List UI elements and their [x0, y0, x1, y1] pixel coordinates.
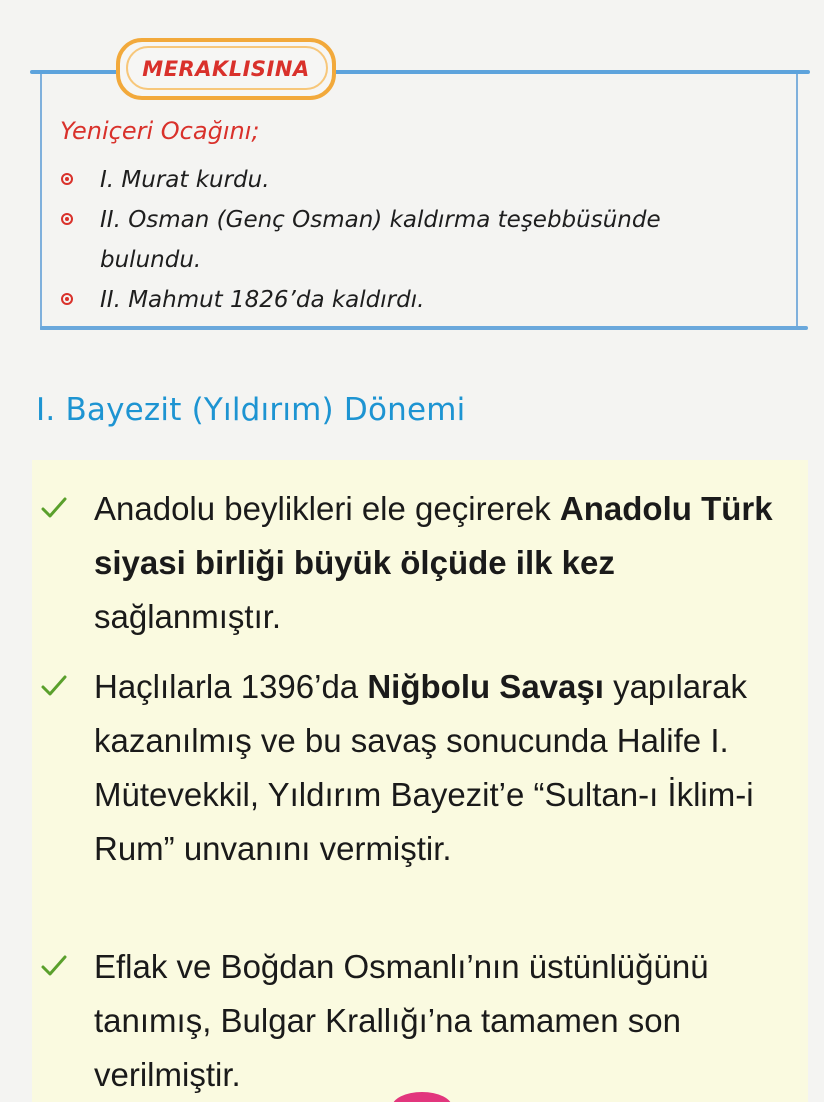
checkmark-icon	[38, 670, 70, 702]
check-item-text-bold: Niğbolu Savaşı	[367, 668, 604, 705]
check-item-text	[94, 660, 794, 876]
meraklisina-item	[60, 160, 760, 200]
circle-bullet-icon	[61, 213, 73, 225]
circle-bullet-icon	[61, 173, 73, 185]
meraklisina-badge-label: MERAKLISINA	[142, 57, 310, 81]
meraklisina-item-text: II. Mahmut 1826’da kaldırdı.	[100, 287, 425, 313]
check-item-text	[94, 940, 794, 1102]
meraklisina-item	[60, 200, 760, 280]
checkmark-icon	[38, 950, 70, 982]
check-item-text-run: Haçlılarla 1396’da	[94, 668, 368, 705]
check-item-text	[94, 482, 794, 644]
meraklisina-item	[60, 280, 760, 320]
meraklisina-badge	[116, 38, 336, 100]
info-panel	[32, 460, 808, 1102]
meraklisina-item-text: II. Osman (Genç Osman) kaldırma teşebbüsünde bulundu.	[100, 207, 661, 273]
check-item-text-run: Anadolu beylikleri ele geçirerek	[94, 490, 560, 527]
meraklisina-heading: Yeniçeri Ocağını;	[60, 117, 260, 145]
meraklisina-bottom-rule	[40, 326, 808, 330]
meraklisina-item-text: I. Murat kurdu.	[100, 167, 270, 193]
checkmark-icon	[38, 492, 70, 524]
check-item-text-bold: Anadolu Türk siyasi birliği büyük ölçüde ilk kez	[94, 490, 773, 581]
circle-bullet-icon	[61, 293, 73, 305]
meraklisina-list	[60, 160, 760, 320]
check-item-text-run: Eflak ve Boğdan Osmanlı’nın üstünlüğünü tanımış, Bulgar Krallığı’na tamamen son verilmiştir.	[94, 948, 709, 1093]
check-item-text-run: yapılarak kazanılmış ve bu savaş sonucunda Halife I. Mütevekkil, Yıldırım Bayezit’e “Sultan-ı İklim-i Rum” unvanını vermiştir.	[94, 668, 754, 867]
check-item-text-run: sağlanmıştır.	[94, 598, 282, 635]
section-title: I. Bayezit (Yıldırım) Dönemi	[36, 392, 466, 428]
